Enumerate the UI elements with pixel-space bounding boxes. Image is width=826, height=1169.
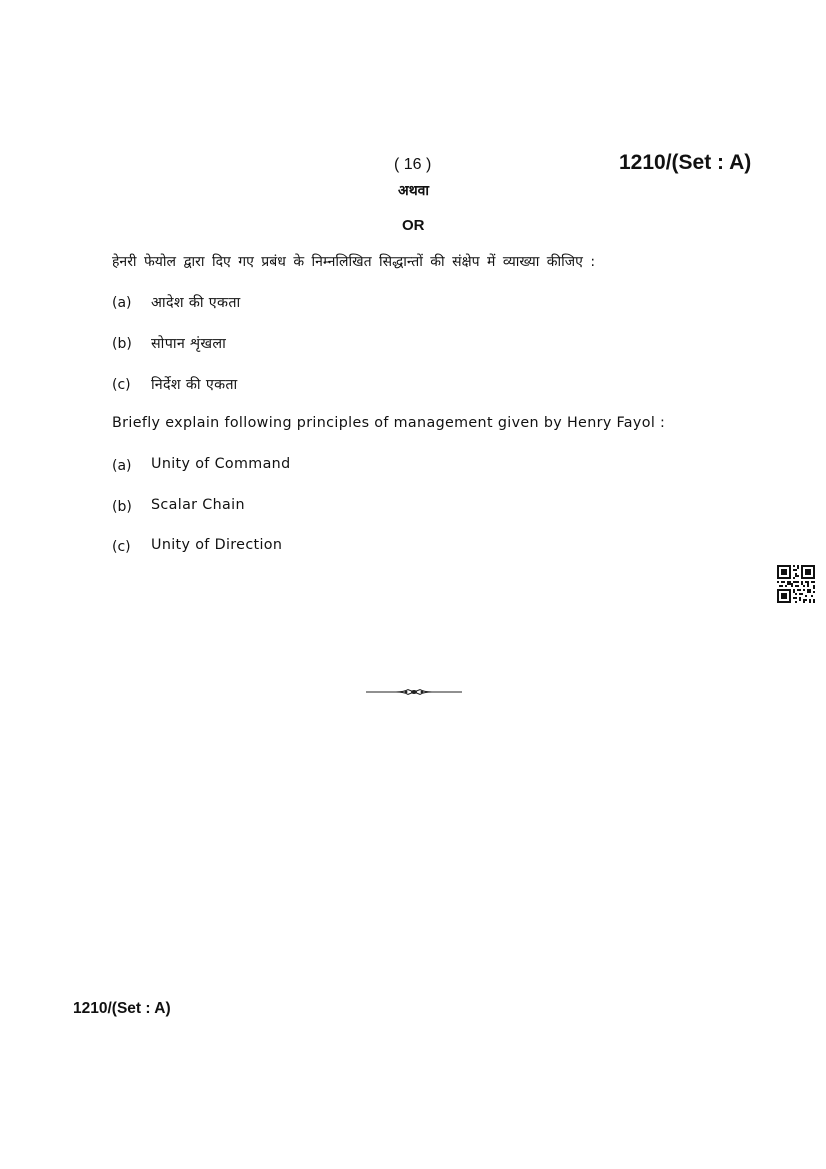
set-code-header: 1210/(Set : A) [619, 151, 752, 174]
english-or-heading: OR [402, 217, 425, 234]
end-ornament [366, 686, 462, 698]
option-text: आदेश की एकता [151, 295, 241, 311]
option-text: Scalar Chain [151, 497, 245, 513]
option-marker: (c) [112, 539, 131, 555]
option-marker: (b) [112, 336, 132, 352]
option-text: निर्देश की एकता [151, 377, 238, 393]
option-marker: (c) [112, 377, 131, 393]
hindi-or-heading: अथवा [398, 183, 430, 199]
question-text-hindi: हेनरी फेयोल द्वारा दिए गए प्रबंध के निम्नलिखित सिद्धान्तों की संक्षेप में व्याख्या कीजिए : [112, 254, 596, 270]
option-text: Unity of Command [151, 456, 291, 472]
set-code-footer: 1210/(Set : A) [73, 1000, 171, 1017]
option-marker: (a) [112, 458, 132, 474]
option-text: Unity of Direction [151, 537, 283, 553]
option-marker: (a) [112, 295, 132, 311]
option-text: सोपान शृंखला [151, 336, 227, 352]
option-marker: (b) [112, 499, 132, 515]
question-text-english: Briefly explain following principles of management given by Henry Fayol : [112, 415, 666, 431]
qr-code-icon [777, 565, 815, 603]
page-number: ( 16 ) [394, 156, 432, 173]
